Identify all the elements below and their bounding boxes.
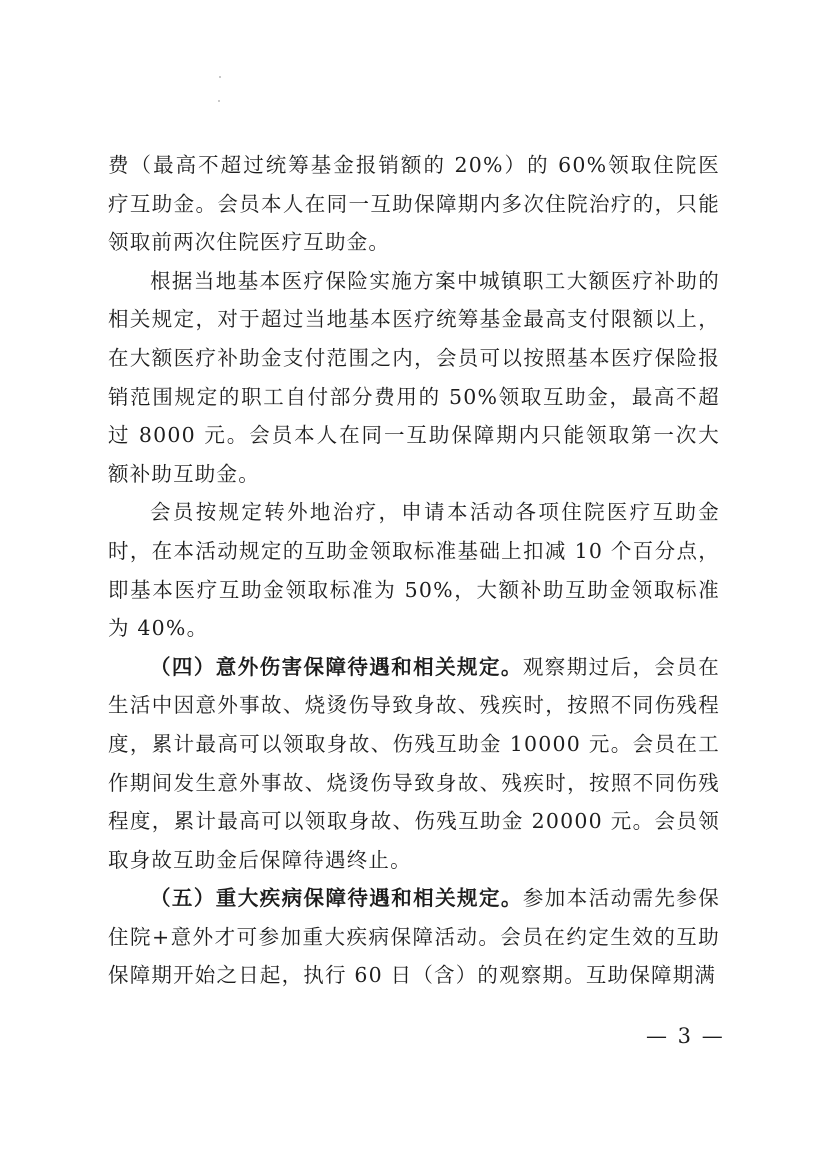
paragraph-text: 根据当地基本医疗保险实施方案中城镇职工大额医疗补助的相关规定，对于超过当地基本医疗统筹基金最高支付限额以上，在大额医疗补助金支付范围之内，会员可以按照基本医疗保险报销范围规定的职工自付部分费用的 50%领取互助金，最高不超过 8000 元。会员本人在同一互助保障期内只能领取第一次大额补助互助金。	[108, 268, 720, 486]
section-heading: （五）重大疾病保障待遇和相关规定。	[150, 886, 523, 911]
scan-speck	[219, 76, 221, 78]
scan-speck	[218, 100, 220, 102]
document-body	[108, 146, 720, 995]
section-heading: （四）意外伤害保障待遇和相关规定。	[150, 654, 523, 679]
paragraph-3	[108, 493, 720, 647]
page-number: — 3 —	[646, 1024, 725, 1048]
paragraph-5	[108, 879, 720, 995]
paragraph-text: 参加本活动需先参保住院+意外才可参加重大疾病保障活动。会员在约定生效的互助保障期开始之日起，执行 60 日（含）的观察期。互助保障期满	[108, 886, 720, 988]
paragraph-text: 会员按规定转外地治疗，申请本活动各项住院医疗互助金时，在本活动规定的互助金领取标准基础上扣减 10 个百分点，即基本医疗互助金领取标准为 50%，大额补助互助金领取标准为 40%。	[108, 500, 720, 641]
paragraph-2	[108, 262, 720, 494]
paragraph-text: 观察期过后，会员在生活中因意外事故、烧烫伤导致身故、残疾时，按照不同伤残程度，累计最高可以领取身故、伤残互助金 10000 元。会员在工作期间发生意外事故、烧烫伤导致身故、残疾时，按照不同伤残程度，累计最高可以领取身故、伤残互助金 20000 元。会员领取身故互助金后保障待遇终止。	[108, 654, 720, 872]
paragraph-4	[108, 648, 720, 880]
paragraph-text: 费（最高不超过统筹基金报销额的 20%）的 60%领取住院医疗互助金。会员本人在同一互助保障期内多次住院治疗的，只能领取前两次住院医疗互助金。	[108, 153, 720, 255]
paragraph-1	[108, 146, 720, 262]
